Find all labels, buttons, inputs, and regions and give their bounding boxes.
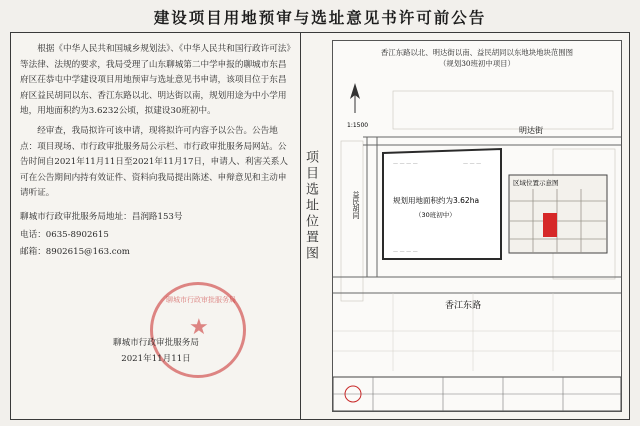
map-title-line-1: 香江东路以北、明达街以南、益民胡同以东地块地块范围图 bbox=[380, 48, 574, 57]
map-title-line-2: （规划30班初中项目） bbox=[439, 59, 515, 68]
road-yimin-label: 益民胡同 bbox=[352, 191, 360, 219]
address-line: 聊城市行政审批服务局地址：昌润路153号 bbox=[20, 211, 183, 222]
signer-name: 聊城市行政审批服务局 bbox=[113, 338, 199, 348]
phone-line: 电话：0635-8902615 bbox=[20, 229, 109, 240]
inset-map-label: 区域位置示意图 bbox=[513, 179, 559, 187]
notice-body bbox=[20, 42, 292, 261]
map-side-caption: 项目选址位置图 bbox=[303, 150, 318, 262]
svg-text:— — —: — — — bbox=[463, 161, 482, 167]
map-scale: 1:1500 bbox=[347, 122, 369, 129]
site-area-label: 规划用地面积约为3.62ha bbox=[393, 196, 480, 205]
notice-paragraph-1: 根据《中华人民共和国城乡规划法》、《中华人民共和国行政许可法》等法律、法规的要求，我局受理了山东聊城第二中学申报的聊城市东昌府区茌恭屯中学建设项目用地预审与选址意见书申请，该项目位于东昌府区益民胡同以东、香江东路以北、明达街以南，规划用途为中小学用地，用地面积约为3.6232公顷，拟建设30班初中。 bbox=[20, 44, 291, 117]
inset-site-marker bbox=[543, 213, 557, 237]
email-line: 邮箱：8902615@163.com bbox=[20, 247, 130, 258]
map-drawing bbox=[333, 41, 621, 411]
site-plan-map bbox=[332, 40, 622, 412]
official-seal: 聊城市行政审批服务局 ★ bbox=[150, 282, 246, 378]
page-title: 建设项目用地预审与选址意见书许可前公告 bbox=[153, 9, 487, 27]
svg-text:— — — —: — — — — bbox=[393, 249, 418, 255]
frame-divider bbox=[300, 32, 301, 420]
north-arrow-icon bbox=[350, 83, 360, 113]
site-use-label: （30班初中） bbox=[415, 211, 456, 219]
svg-text:— — — —: — — — — bbox=[393, 161, 418, 167]
notice-paragraph-2: 经审查，我局拟许可该申请，现将拟许可内容予以公告。公告地点：项目现场、市行政审批服务局公示栏、市行政审批服务局网站。公告时间自2021年11月11日至2021年11月17日，申请人、利害关系人可在公告期间内持有效证件、资料向我局提出陈述、申辩意见和主动申请听证。 bbox=[20, 125, 288, 199]
signed-date: 2021年11月11日 bbox=[121, 354, 191, 364]
road-mingda-label: 明达街 bbox=[519, 126, 543, 135]
road-xiangjiang-label: 香江东路 bbox=[445, 301, 482, 311]
